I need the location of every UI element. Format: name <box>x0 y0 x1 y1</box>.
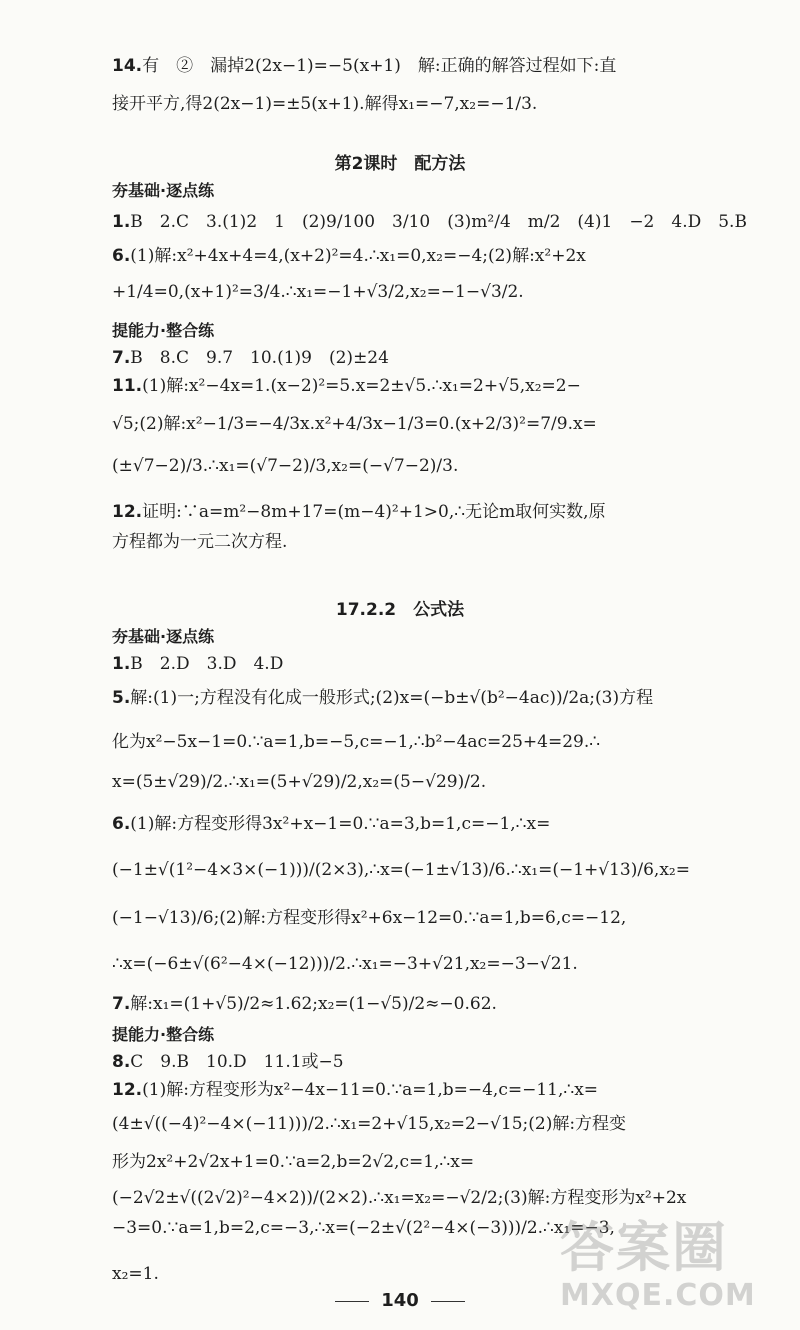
answer-line: (−1±√(1²−4×3×(−1)))/(2×3),∴x=(−1±√13)/6.∴x₁=(−1+√13)/6,x₂= <box>112 860 690 880</box>
answer-line: (±√7−2)/3.∴x₁=(√7−2)/3,x₂=(−√7−2)/3. <box>112 456 459 476</box>
subsection-heading: 提能力·整合练 <box>112 321 215 340</box>
watermark-text: 答案圈 <box>560 1216 728 1279</box>
watermark-url: MXQE.COM <box>560 1278 756 1313</box>
answer-line: 12.证明:∵a=m²−8m+17=(m−4)²+1>0,∴无论m取何实数,原 <box>112 502 606 522</box>
answer-line: 1.B 2.C 3.(1)2 1 (2)9/100 3/10 (3)m²/4 m/2 (4)1 −2 4.D 5.B <box>112 212 747 232</box>
answer-line: 5.解:(1)一;方程没有化成一般形式;(2)x=(−b±√(b²−4ac))/2a;(3)方程 <box>112 688 654 708</box>
answer-line: 方程都为一元二次方程. <box>112 532 288 552</box>
answer-line: 14.有 ② 漏掉2(2x−1)=−5(x+1) 解:正确的解答过程如下:直 <box>112 56 617 76</box>
answer-line: 8.C 9.B 10.D 11.1或−5 <box>112 1052 344 1072</box>
answer-line: +1/4=0,(x+1)²=3/4.∴x₁=−1+√3/2,x₂=−1−√3/2. <box>112 282 524 302</box>
subsection-heading: 夯基础·逐点练 <box>112 627 215 646</box>
answer-line: 11.(1)解:x²−4x=1.(x−2)²=5.x=2±√5.∴x₁=2+√5,x₂=2− <box>112 376 581 396</box>
page-number: 140 <box>0 1290 800 1311</box>
answer-line: 化为x²−5x−1=0.∵a=1,b=−5,c=−1,∴b²−4ac=25+4=29.∴ <box>112 732 601 752</box>
answer-line: 形为2x²+2√2x+1=0.∵a=2,b=2√2,c=1,∴x= <box>112 1152 475 1172</box>
answer-line: √5;(2)解:x²−1/3=−4/3x.x²+4/3x−1/3=0.(x+2/3)²=7/9.x= <box>112 414 597 434</box>
answer-line: ∴x=(−6±√(6²−4×(−12)))/2.∴x₁=−3+√21,x₂=−3−√21. <box>112 954 578 974</box>
answer-line: (−2√2±√((2√2)²−4×2))/(2×2).∴x₁=x₂=−√2/2;(3)解:方程变形为x²+2x <box>112 1188 687 1208</box>
watermark-logo <box>560 1218 792 1326</box>
answer-line: 12.(1)解:方程变形为x²−4x−11=0.∵a=1,b=−4,c=−11,∴x= <box>112 1080 599 1100</box>
subsection-heading: 夯基础·逐点练 <box>112 181 215 200</box>
answer-line: x=(5±√29)/2.∴x₁=(5+√29)/2,x₂=(5−√29)/2. <box>112 772 487 792</box>
answer-line: 7.解:x₁=(1+√5)/2≈1.62;x₂=(1−√5)/2≈−0.62. <box>112 994 497 1014</box>
answer-line: (4±√((−4)²−4×(−11)))/2.∴x₁=2+√15,x₂=2−√15;(2)解:方程变 <box>112 1114 627 1134</box>
answer-line: −3=0.∵a=1,b=2,c=−3,∴x=(−2±√(2²−4×(−3)))/2.∴x₁=−3, <box>112 1218 615 1238</box>
section-title: 第2课时 配方法 <box>334 154 466 174</box>
section-title: 17.2.2 公式法 <box>335 600 465 620</box>
answer-line: 6.(1)解:方程变形得3x²+x−1=0.∵a=3,b=1,c=−1,∴x= <box>112 814 551 834</box>
answer-line: (−1−√13)/6;(2)解:方程变形得x²+6x−12=0.∵a=1,b=6,c=−12, <box>112 908 627 928</box>
answer-line: 6.(1)解:x²+4x+4=4,(x+2)²=4.∴x₁=0,x₂=−4;(2)解:x²+2x <box>112 246 586 266</box>
subsection-heading: 提能力·整合练 <box>112 1025 215 1044</box>
answer-line: 7.B 8.C 9.7 10.(1)9 (2)±24 <box>112 348 389 368</box>
answer-line: x₂=1. <box>112 1264 159 1284</box>
answer-line: 接开平方,得2(2x−1)=±5(x+1).解得x₁=−7,x₂=−1/3. <box>112 94 538 114</box>
answer-line: 1.B 2.D 3.D 4.D <box>112 654 284 674</box>
